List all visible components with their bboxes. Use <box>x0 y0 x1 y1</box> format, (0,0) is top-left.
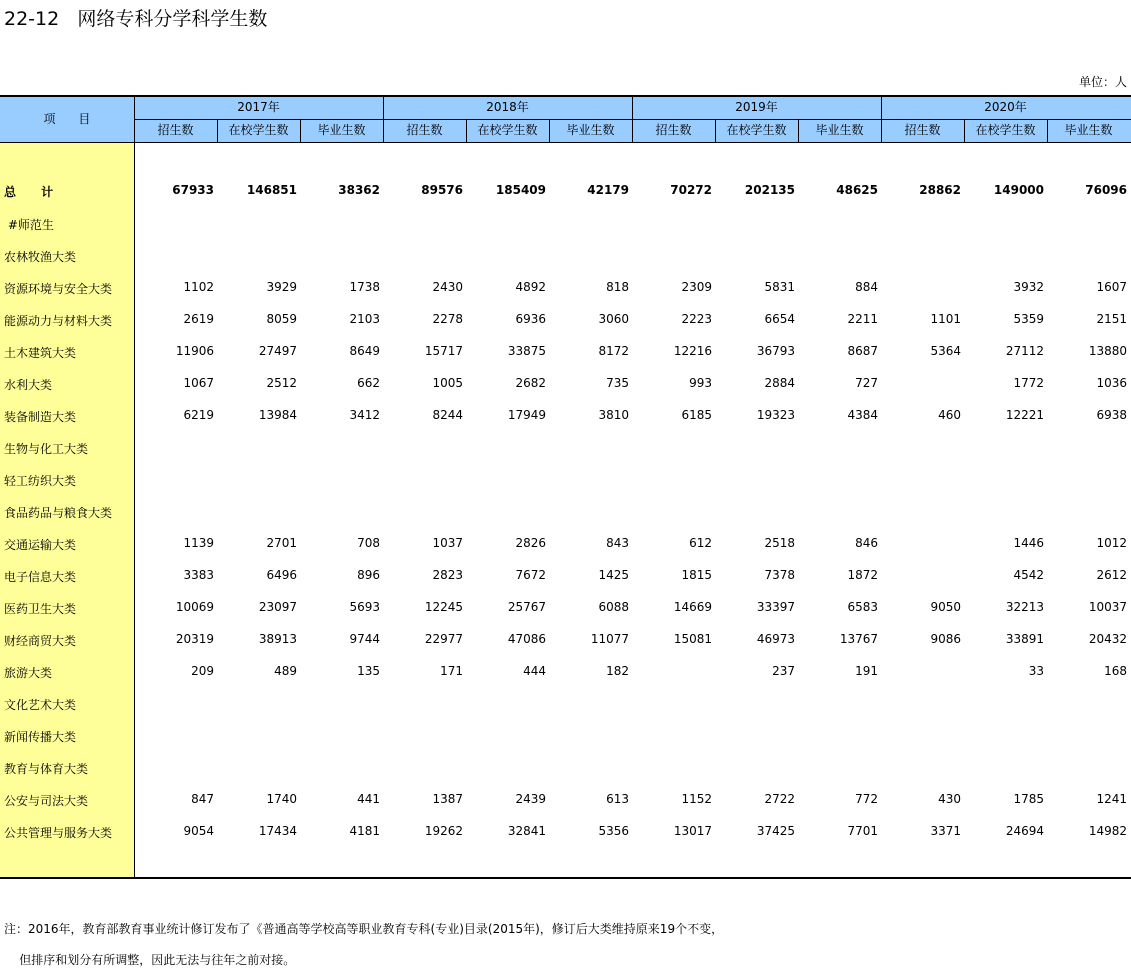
table-cell: 2612 <box>1096 568 1127 582</box>
footnote-line-1: 注：2016年，教育部教育事业统计修订发布了《普通高等学校高等职业教育专科(专业)目录(2015年)，修订后大类维持原来19个不变， <box>4 922 724 936</box>
table-cell: 3932 <box>1013 280 1044 294</box>
table-cell: 4384 <box>847 408 878 422</box>
table-cell: 662 <box>357 376 380 390</box>
table-cell: 430 <box>938 792 961 806</box>
table-cell: 33 <box>1028 664 1044 678</box>
row-label: 新闻传播大类 <box>4 730 77 744</box>
year-header: 2018年 <box>486 100 529 114</box>
row-label: 电子信息大类 <box>4 570 77 584</box>
table-cell: 4542 <box>1013 568 1044 582</box>
table-cell: 32213 <box>1005 600 1044 614</box>
table-cell: 23097 <box>258 600 297 614</box>
table-cell: 5364 <box>930 344 961 358</box>
row-label: 能源动力与材料大类 <box>4 314 113 328</box>
table-cell: 2278 <box>432 312 463 326</box>
row-label: #师范生 <box>4 218 54 232</box>
table-cell: 7701 <box>847 824 878 838</box>
table-cell: 27112 <box>1005 344 1044 358</box>
table-cell: 38913 <box>258 632 297 646</box>
table-cell: 13984 <box>258 408 297 422</box>
table-cell: 19323 <box>756 408 795 422</box>
table-cell: 846 <box>855 536 878 550</box>
table-cell: 38362 <box>338 183 380 197</box>
row-label: 公安与司法大类 <box>4 794 89 808</box>
table-cell: 182 <box>606 664 629 678</box>
header-bottom-line <box>0 142 1131 143</box>
unit-label: 单位：人 <box>1078 75 1127 89</box>
table-cell: 11906 <box>175 344 214 358</box>
row-label: 交通运输大类 <box>4 538 77 552</box>
row-label: 教育与体育大类 <box>4 762 89 776</box>
table-cell: 6496 <box>266 568 297 582</box>
subcolumn-header: 招生数 <box>904 123 941 137</box>
row-label: 旅游大类 <box>4 666 53 680</box>
table-cell: 1446 <box>1013 536 1044 550</box>
table-cell: 9054 <box>183 824 214 838</box>
subcolumn-divider <box>1047 120 1048 143</box>
table-cell: 20432 <box>1088 632 1127 646</box>
table-cell: 1102 <box>183 280 214 294</box>
table-cell: 15717 <box>424 344 463 358</box>
table-cell: 9086 <box>930 632 961 646</box>
table-cell: 444 <box>523 664 546 678</box>
table-cell: 441 <box>357 792 380 806</box>
subcolumn-header: 毕业生数 <box>815 123 864 137</box>
table-cell: 843 <box>606 536 629 550</box>
table-cell: 13017 <box>673 824 712 838</box>
table-cell: 76096 <box>1085 183 1127 197</box>
row-label: 财经商贸大类 <box>4 634 77 648</box>
table-cell: 2826 <box>515 536 546 550</box>
table-cell: 13767 <box>839 632 878 646</box>
subcolumn-divider <box>466 120 467 143</box>
table-cell: 8172 <box>598 344 629 358</box>
table-cell: 5359 <box>1013 312 1044 326</box>
table-cell: 1772 <box>1013 376 1044 390</box>
table-cell: 6936 <box>515 312 546 326</box>
table-cell: 9744 <box>349 632 380 646</box>
subcolumn-header: 在校学生数 <box>228 123 289 137</box>
table-cell: 13880 <box>1088 344 1127 358</box>
footnote-line-2: 但排序和划分有所调整，因此无法与往年之前对接。 <box>4 953 296 967</box>
subcolumn-header: 在校学生数 <box>477 123 538 137</box>
table-cell: 19262 <box>424 824 463 838</box>
table-cell: 89576 <box>421 183 463 197</box>
table-cell: 9050 <box>930 600 961 614</box>
subcolumn-header: 在校学生数 <box>975 123 1036 137</box>
table-cell: 6088 <box>598 600 629 614</box>
row-label: 水利大类 <box>4 378 53 392</box>
row-label: 文化艺术大类 <box>4 698 77 712</box>
table-cell: 171 <box>440 664 463 678</box>
table-cell: 33397 <box>756 600 795 614</box>
table-cell: 24694 <box>1005 824 1044 838</box>
subcolumn-divider <box>715 120 716 143</box>
table-cell: 14982 <box>1088 824 1127 838</box>
table-cell: 1607 <box>1096 280 1127 294</box>
row-label: 轻工纺织大类 <box>4 474 77 488</box>
table-cell: 1738 <box>349 280 380 294</box>
table-cell: 460 <box>938 408 961 422</box>
table-cell: 8059 <box>266 312 297 326</box>
table-cell: 8244 <box>432 408 463 422</box>
table-cell: 2701 <box>266 536 297 550</box>
table-cell: 6938 <box>1096 408 1127 422</box>
table-cell: 6185 <box>681 408 712 422</box>
table-cell: 1872 <box>847 568 878 582</box>
table-cell: 2823 <box>432 568 463 582</box>
row-label: 医药卫生大类 <box>4 602 77 616</box>
table-cell: 22977 <box>424 632 463 646</box>
table-cell: 2518 <box>764 536 795 550</box>
table-cell: 17949 <box>507 408 546 422</box>
table-cell: 3371 <box>930 824 961 838</box>
table-cell: 135 <box>357 664 380 678</box>
table-cell: 14669 <box>673 600 712 614</box>
table-cell: 1101 <box>930 312 961 326</box>
table-cell: 1012 <box>1096 536 1127 550</box>
table-cell: 1815 <box>681 568 712 582</box>
table-cell: 847 <box>191 792 214 806</box>
bottom-rule <box>0 877 1131 879</box>
table-cell: 67933 <box>172 183 214 197</box>
table-cell: 12216 <box>673 344 712 358</box>
table-cell: 10069 <box>175 600 214 614</box>
table-cell: 818 <box>606 280 629 294</box>
table-cell: 12245 <box>424 600 463 614</box>
subcolumn-header: 招生数 <box>655 123 692 137</box>
table-cell: 8649 <box>349 344 380 358</box>
table-cell: 47086 <box>507 632 546 646</box>
table-cell: 6654 <box>764 312 795 326</box>
row-label: 食品药品与粮食大类 <box>4 506 113 520</box>
table-cell: 1241 <box>1096 792 1127 806</box>
table-cell: 1387 <box>432 792 463 806</box>
table-cell: 8687 <box>847 344 878 358</box>
table-cell: 1037 <box>432 536 463 550</box>
table-cell: 10037 <box>1088 600 1127 614</box>
year-header: 2017年 <box>237 100 280 114</box>
table-cell: 12221 <box>1005 408 1044 422</box>
table-cell: 612 <box>689 536 712 550</box>
table-cell: 2619 <box>183 312 214 326</box>
table-cell: 32841 <box>507 824 546 838</box>
table-cell: 1139 <box>183 536 214 550</box>
subcolumn-divider <box>549 120 550 143</box>
table-cell: 237 <box>772 664 795 678</box>
table-cell: 993 <box>689 376 712 390</box>
table-cell: 2309 <box>681 280 712 294</box>
table-cell: 37425 <box>756 824 795 838</box>
subcolumn-divider <box>300 120 301 143</box>
subcolumn-divider <box>798 120 799 143</box>
table-cell: 42179 <box>587 183 629 197</box>
row-label: 土木建筑大类 <box>4 346 77 360</box>
subcolumn-header: 招生数 <box>406 123 443 137</box>
page-title: 22-12 网络专科分学科学生数 <box>4 8 268 30</box>
table-cell: 5693 <box>349 600 380 614</box>
row-label: 公共管理与服务大类 <box>4 826 113 840</box>
table-cell: 1152 <box>681 792 712 806</box>
table-cell: 15081 <box>673 632 712 646</box>
table-cell: 884 <box>855 280 878 294</box>
subcolumn-divider <box>964 120 965 143</box>
table-cell: 5831 <box>764 280 795 294</box>
table-cell: 3060 <box>598 312 629 326</box>
row-label: 生物与化工大类 <box>4 442 89 456</box>
table-cell: 202135 <box>744 183 795 197</box>
table-cell: 2682 <box>515 376 546 390</box>
table-cell: 191 <box>855 664 878 678</box>
table-cell: 33891 <box>1005 632 1044 646</box>
row-label: 装备制造大类 <box>4 410 77 424</box>
table-cell: 1785 <box>1013 792 1044 806</box>
table-cell: 28862 <box>919 183 961 197</box>
table-cell: 5356 <box>598 824 629 838</box>
table-cell: 613 <box>606 792 629 806</box>
table-cell: 7378 <box>764 568 795 582</box>
table-cell: 3383 <box>183 568 214 582</box>
table-cell: 1425 <box>598 568 629 582</box>
table-cell: 70272 <box>670 183 712 197</box>
table-cell: 1036 <box>1096 376 1127 390</box>
year-header: 2020年 <box>984 100 1027 114</box>
subcolumn-header: 毕业生数 <box>1064 123 1113 137</box>
table-cell: 708 <box>357 536 380 550</box>
table-cell: 6219 <box>183 408 214 422</box>
table-cell: 1005 <box>432 376 463 390</box>
subcolumn-header: 毕业生数 <box>317 123 366 137</box>
row-label: 农林牧渔大类 <box>4 250 77 264</box>
table-cell: 3412 <box>349 408 380 422</box>
table-cell: 735 <box>606 376 629 390</box>
table-cell: 27497 <box>258 344 297 358</box>
row-label: 资源环境与安全大类 <box>4 282 113 296</box>
subcolumn-header: 毕业生数 <box>566 123 615 137</box>
table-cell: 48625 <box>836 183 878 197</box>
stub-divider-line <box>134 96 135 878</box>
table-cell: 209 <box>191 664 214 678</box>
subcolumn-header: 招生数 <box>157 123 194 137</box>
table-cell: 7672 <box>515 568 546 582</box>
table-cell: 2722 <box>764 792 795 806</box>
table-cell: 3929 <box>266 280 297 294</box>
table-cell: 6583 <box>847 600 878 614</box>
table-cell: 33875 <box>507 344 546 358</box>
table-cell: 3810 <box>598 408 629 422</box>
table-cell: 36793 <box>756 344 795 358</box>
table-cell: 2211 <box>847 312 878 326</box>
table-cell: 2884 <box>764 376 795 390</box>
table-cell: 4892 <box>515 280 546 294</box>
table-cell: 11077 <box>590 632 629 646</box>
table-cell: 25767 <box>507 600 546 614</box>
year-header: 2019年 <box>735 100 778 114</box>
table-cell: 20319 <box>175 632 214 646</box>
table-cell: 2439 <box>515 792 546 806</box>
table-cell: 17434 <box>258 824 297 838</box>
table-cell: 168 <box>1104 664 1127 678</box>
table-cell: 2103 <box>349 312 380 326</box>
subcolumn-divider <box>217 120 218 143</box>
table-cell: 2151 <box>1096 312 1127 326</box>
table-cell: 146851 <box>246 183 297 197</box>
table-cell: 2512 <box>266 376 297 390</box>
table-cell: 489 <box>274 664 297 678</box>
table-cell: 772 <box>855 792 878 806</box>
table-cell: 149000 <box>993 183 1044 197</box>
table-cell: 46973 <box>756 632 795 646</box>
table-cell: 4181 <box>349 824 380 838</box>
table-cell: 727 <box>855 376 878 390</box>
subcolumn-header: 在校学生数 <box>726 123 787 137</box>
row-label: 总 计 <box>4 185 54 199</box>
table-cell: 896 <box>357 568 380 582</box>
table-cell: 1067 <box>183 376 214 390</box>
item-header: 项 目 <box>43 112 91 126</box>
table-cell: 2223 <box>681 312 712 326</box>
table-cell: 185409 <box>495 183 546 197</box>
table-cell: 2430 <box>432 280 463 294</box>
table-cell: 1740 <box>266 792 297 806</box>
